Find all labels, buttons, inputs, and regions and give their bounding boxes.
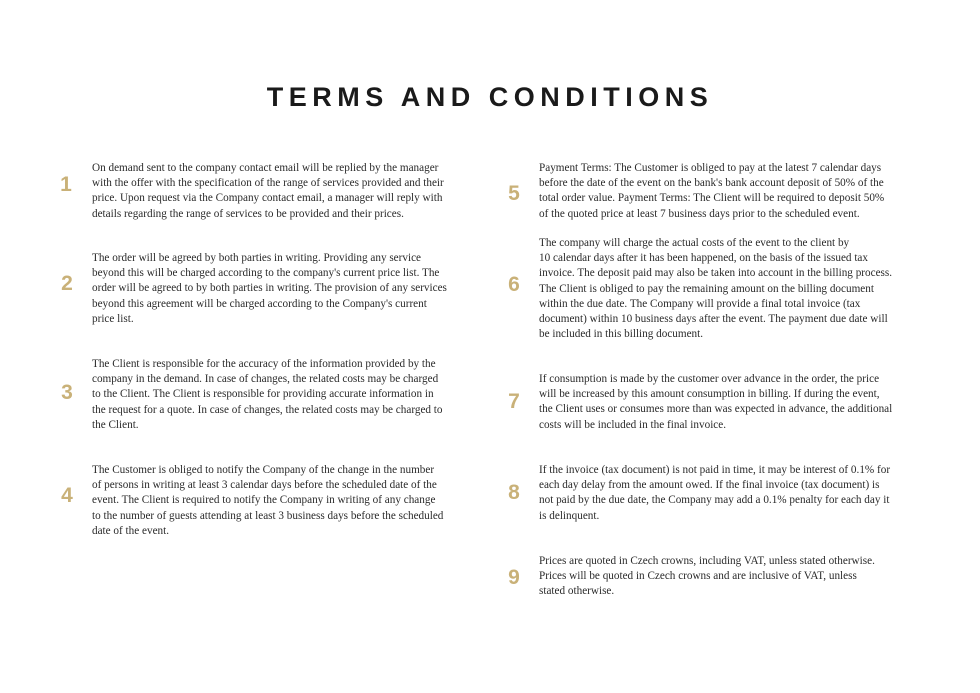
term-line: with the offer with the specification of the range of services provided and their bbox=[92, 177, 444, 190]
term-number: 4 bbox=[61, 484, 73, 507]
term-number: 6 bbox=[508, 273, 520, 296]
term-text bbox=[92, 251, 447, 327]
term-line: On demand sent to the company contact email will be replied by the manager bbox=[92, 162, 439, 174]
term-line: document) within 10 business days after the event. The payment due date will bbox=[539, 313, 888, 326]
term-line: Payment Terms: The Customer is obliged to pay at the latest 7 calendar days bbox=[539, 162, 882, 174]
term-line: the Client uses or consumes more than was expected in advance, the additional bbox=[539, 403, 893, 416]
term-number: 5 bbox=[508, 182, 520, 205]
term-text bbox=[92, 357, 443, 433]
term-text bbox=[539, 554, 875, 600]
term-line: to the Client. The Client is responsible for providing accurate information in bbox=[92, 388, 434, 401]
term-line: costs will be included in the final invoice. bbox=[539, 418, 727, 431]
term-line: each day delay from the amount owed. If the final invoice (tax document) is bbox=[539, 479, 880, 492]
term-text bbox=[539, 372, 892, 433]
term-line: invoice. The deposit paid may also be taken into account in the billing process. bbox=[539, 267, 893, 280]
term-text bbox=[539, 463, 890, 524]
term-line: If the invoice (tax document) is not paid in time, it may be interest of 0.1% for bbox=[539, 464, 891, 476]
term-line: details regarding the range of services to be provided and their prices. bbox=[92, 207, 404, 220]
term-line: order will be agreed to by both parties in writing. The provision of any services bbox=[92, 282, 447, 295]
term-line: before the date of the event on the bank's bank account deposit of 50% of the bbox=[539, 177, 884, 190]
term-text bbox=[92, 463, 443, 539]
term-text bbox=[92, 161, 444, 222]
term-line: of the quoted price at least 7 business days prior to the scheduled event. bbox=[539, 207, 860, 220]
term-text bbox=[539, 236, 892, 342]
term-number: 8 bbox=[508, 481, 520, 504]
term-line: If consumption is made by the customer over advance in the order, the price bbox=[539, 373, 880, 385]
term-line: price. Upon request via the Company contact email, a manager will reply with bbox=[92, 192, 443, 205]
term-line: 10 calendar days after it has been happened, on the basis of the issued tax bbox=[539, 252, 868, 265]
term-line: Prices are quoted in Czech crowns, including VAT, unless stated otherwise. bbox=[539, 555, 875, 567]
term-line: company in the demand. In case of changes, the related costs may be charged bbox=[92, 373, 439, 386]
term-line: to the number of guests attending at least 3 business days before the scheduled bbox=[92, 509, 444, 522]
term-line: the Client. bbox=[92, 418, 139, 431]
term-line: the request for a quote. In case of changes, the related costs may be charged to bbox=[92, 403, 443, 416]
term-line: The order will be agreed by both parties in writing. Providing any service bbox=[92, 252, 422, 264]
term-line: Prices will be quoted in Czech crowns and are inclusive of VAT, unless bbox=[539, 570, 857, 583]
term-line: will be increased by this amount consumption in billing. If during the event, bbox=[539, 388, 880, 401]
term-text bbox=[539, 161, 884, 222]
term-number: 2 bbox=[61, 272, 73, 295]
term-line: within the due date. The Company will provide a final total invoice (tax bbox=[539, 297, 861, 310]
term-line: of persons in writing at least 3 calendar days before the scheduled date of the bbox=[92, 479, 437, 492]
term-number: 7 bbox=[508, 390, 520, 413]
term-number: 1 bbox=[60, 173, 72, 196]
term-line: event. The Client is required to notify the Company in writing of any change bbox=[92, 494, 436, 507]
term-line: be included in this billing document. bbox=[539, 328, 704, 341]
term-line: The Client is responsible for the accuracy of the information provided by the bbox=[92, 358, 436, 370]
term-number: 3 bbox=[61, 381, 73, 404]
term-line: not paid by the due date, the Company may add a 0.1% penalty for each day it bbox=[539, 494, 890, 507]
term-line: is delinquent. bbox=[539, 509, 600, 522]
term-line: beyond this will be charged according to the company's current price list. The bbox=[92, 267, 440, 280]
term-line: The Client is obliged to pay the remaining amount on the billing document bbox=[539, 282, 874, 295]
term-line: The company will charge the actual costs of the event to the client by bbox=[539, 237, 850, 249]
term-line: price list. bbox=[92, 312, 134, 325]
term-line: total order value. Payment Terms: The Client will be required to deposit 50% bbox=[539, 192, 885, 205]
term-line: beyond this agreement will be charged according to the Company's current bbox=[92, 297, 427, 310]
term-line: The Customer is obliged to notify the Company of the change in the number bbox=[92, 464, 435, 476]
term-line: date of the event. bbox=[92, 524, 170, 537]
page-title: TERMS AND CONDITIONS bbox=[266, 82, 714, 112]
term-line: stated otherwise. bbox=[539, 585, 615, 598]
term-number: 9 bbox=[508, 566, 520, 589]
